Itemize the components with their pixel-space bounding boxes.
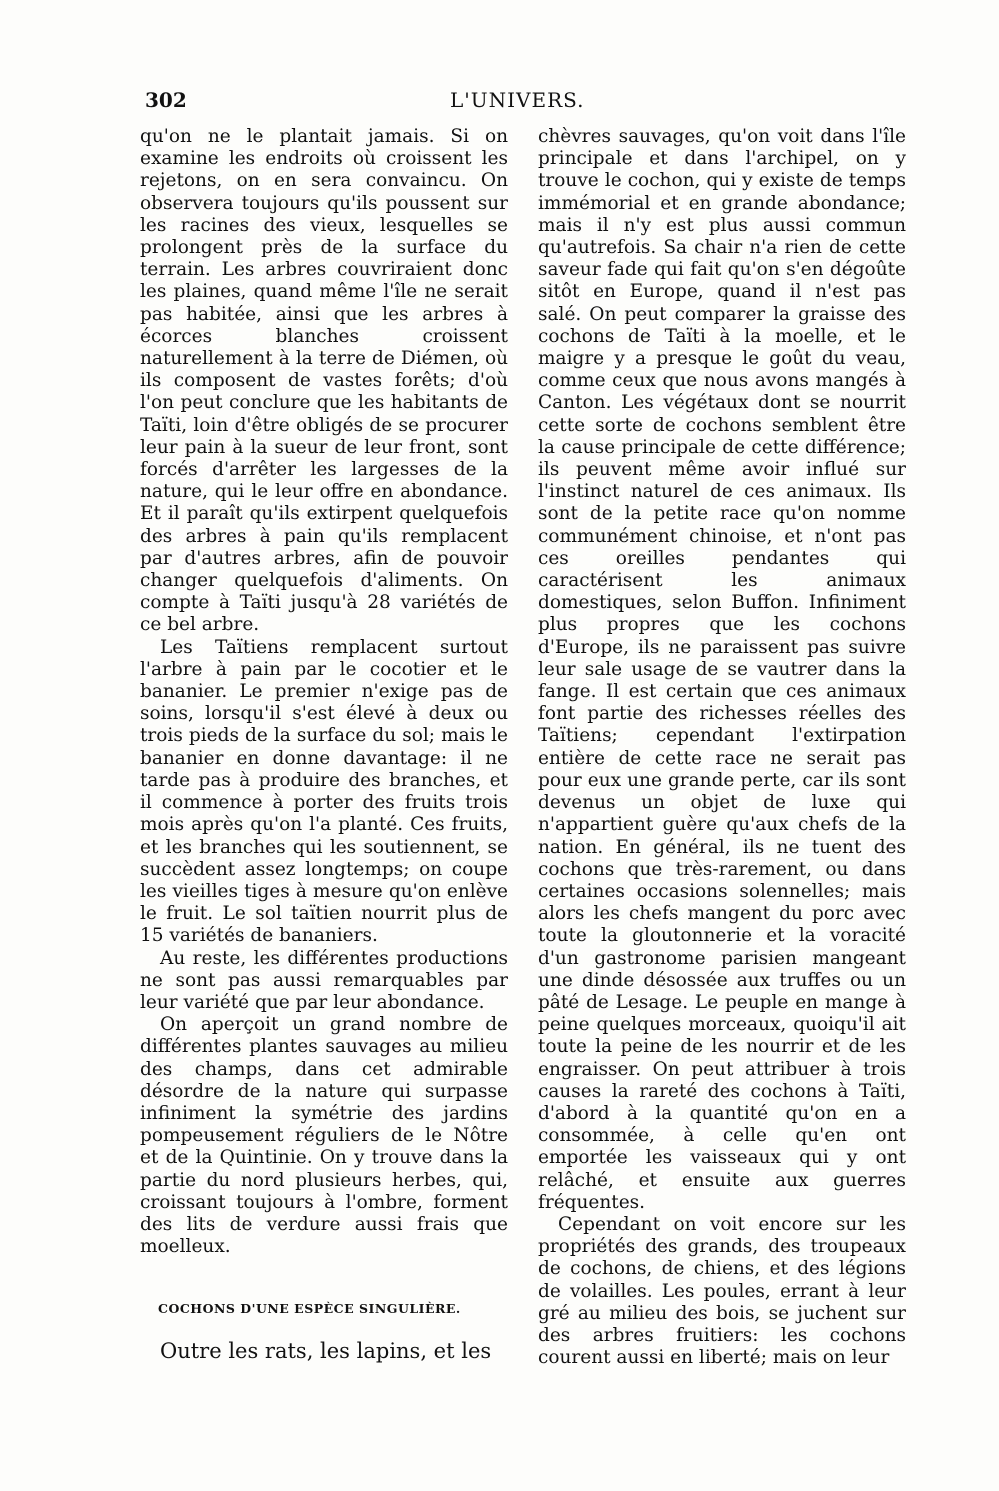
page-header xyxy=(145,88,910,118)
paragraph: chèvres sauvages, qu'on voit dans l'île principale et dans l'archipel, on y trouve le cochon, qui y existe de temps immémorial et en grande abondance; mais il n'y est plus aussi commun qu'autrefois. Sa chair n'a rien de cette saveur fade qui fait qu'on s'en dégoûte sitôt en Europe, quand il n'est pas salé. On peut comparer la graisse des cochons de Taïti à la moelle, et le maigre y a presque le goût du veau, comme ceux que nous avons mangés à Canton. Les végétaux dont se nourrit cette sorte de cochons semblent être la cause principale de cette différence; ils peuvent même avoir influé sur l'instinct naturel de ces animaux. Ils sont de la petite race qu'on nomme communément chinoise, et n'ont pas ces oreilles pendantes qui caractérisent les animaux domestiques, selon Buffon. Infiniment plus propres que les cochons d'Europe, ils ne paraissent pas suivre leur sale usage de se vautrer dans la fange. Il est certain que ces animaux font partie des richesses réelles des Taïtiens; cependant l'extirpation entière de cette race ne serait pas pour eux une grande perte, car ils sont devenus un objet de luxe qui n'appartient guère qu'aux chefs de la nation. En général, ils ne tuent des cochons que très-rarement, ou dans certaines occasions solennelles; mais alors les chefs mangent du porc avec toute la gloutonnerie et la voracité d'un gastronome parisien mangeant une dinde désossée aux truffes ou un pâté de Lesage. Le peuple en mange à peine quelques morceaux, quoiqu'il ait toute la peine de les nourrir et de les engraisser. On peut attribuer à trois causes la rareté des cochons à Taïti, d'abord à la quantité qu'on en a consommée, à celle qu'en ont emportée les vaisseaux qui y ont relâché, et ensuite aux guerres fréquentes. xyxy=(538,126,906,1213)
paragraph: On aperçoit un grand nombre de différentes plantes sauvages au milieu des champs, dans cet admirable désordre de la nature qui surpasse infiniment la symétrie des jardins pompeusement réguliers de le Nôtre et de la Quintinie. On y trouve dans la partie du nord plusieurs herbes, qui, croissant toujours à l'ombre, forment des lits de verdure aussi frais que moelleux. xyxy=(140,1014,508,1258)
left-column xyxy=(140,126,508,1363)
paragraph: Au reste, les différentes productions ne sont pas aussi remarquables par leur variété que par leur abondance. xyxy=(140,947,508,1013)
paragraph: Cependant on voit encore sur les propriétés des grands, des troupeaux de cochons, de chiens, et des légions de volailles. Les poules, errant à leur gré au milieu des bois, se juchent sur des arbres fruitiers: les cochons courent aussi en liberté; mais on leur xyxy=(538,1213,906,1369)
section-opening-line: Outre les rats, les lapins, et les xyxy=(160,1338,492,1363)
page-number: 302 xyxy=(145,88,187,112)
right-column xyxy=(538,126,906,1369)
running-title: L'UNIVERS. xyxy=(450,88,585,112)
paragraph: Les Taïtiens remplacent surtout l'arbre à pain par le cocotier et le bananier. Le premier n'exige pas de soins, lorsqu'il s'est élevé à deux ou trois pieds de la surface du sol; mais le bananier en donne davantage: il ne tarde pas à produire des branches, et il commence à porter des fruits trois mois après qu'on l'a planté. Ces fruits, et les branches qui les soutiennent, se succèdent assez longtemps; on coupe les vieilles tiges à mesure qu'on enlève le fruit. Le sol taïtien nourrit plus de 15 variétés de bananiers. xyxy=(140,636,508,947)
paragraph: qu'on ne le plantait jamais. Si on examine les endroits où croissent les rejetons, on en sera convaincu. On observera toujours qu'ils poussent sur les racines des vieux, lesquelles se prolongent près de la surface du terrain. Les arbres couvriraient donc les plaines, quand même l'île ne serait pas habitée, ainsi que les arbres à écorces blanches croissent naturellement à la terre de Diémen, où ils composent de vastes forêts; d'où l'on peut conclure que les habitants de Taïti, loin d'être obligés de se procurer leur pain à la sueur de leur front, sont forcés d'arrêter les largesses de la nature, qui le leur offre en abondance. Et il paraît qu'ils extirpent quelquefois des arbres à pain qu'ils remplacent par d'autres arbres, afin de pouvoir changer quelquefois d'aliments. On compte à Taïti jusqu'à 28 variétés de ce bel arbre. xyxy=(140,126,508,636)
section-heading: COCHONS D'UNE ESPÈCE SINGULIÈRE. xyxy=(158,1301,461,1317)
